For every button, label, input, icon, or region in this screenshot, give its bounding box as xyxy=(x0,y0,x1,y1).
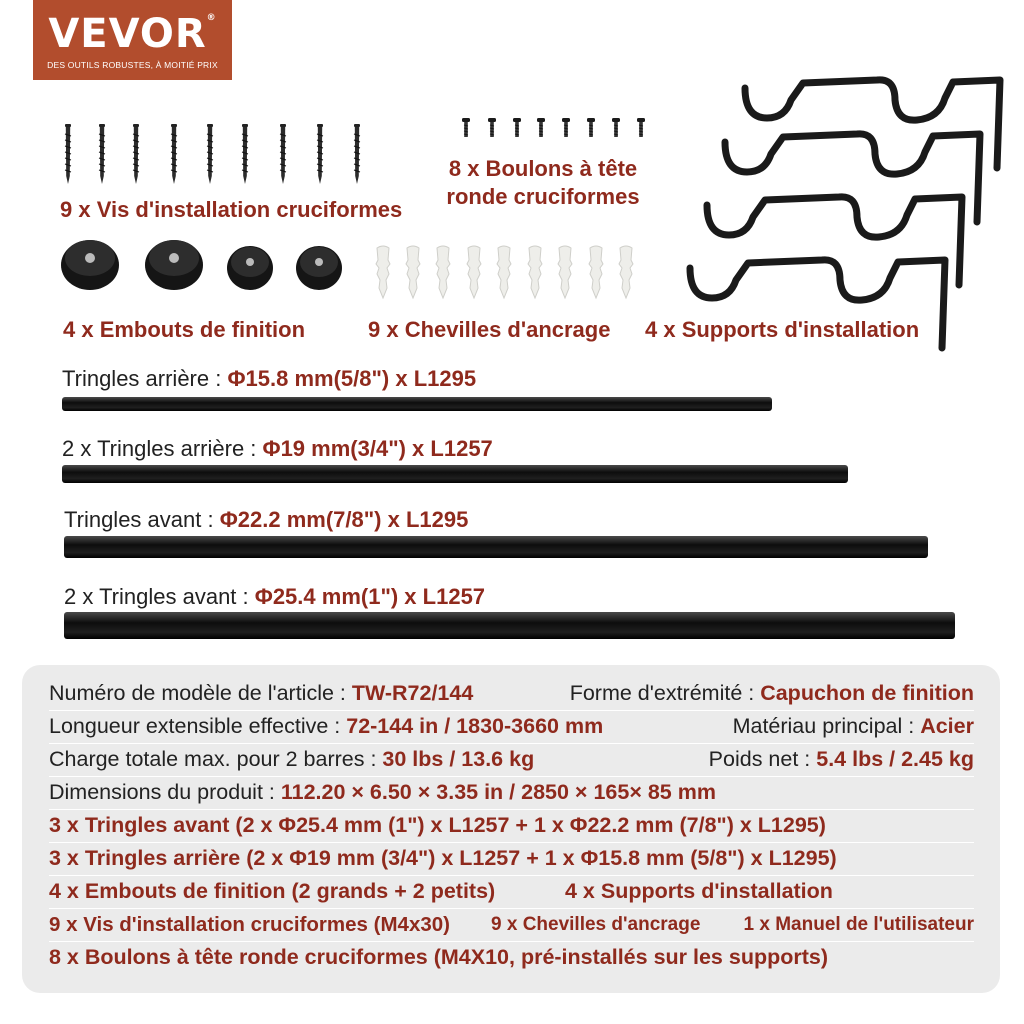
spec-panel xyxy=(22,665,1000,993)
screws-art xyxy=(65,124,360,184)
spec-row-dims: Dimensions du produit : 112.20 × 6.50 × 3.35 in / 2850 × 165× 85 mm xyxy=(49,776,974,810)
spec-row-back-rods: 3 x Tringles arrière (2 x Φ19 mm (3/4") x L1257 + 1 x Φ15.8 mm (5/8") x L1295) xyxy=(49,842,974,876)
spec-row-length: Longueur extensible effective : 72-144 in / 1830-3660 mm Matériau principal : Acier xyxy=(49,710,974,744)
bolts-art xyxy=(462,118,645,137)
rod-label-3: Tringles avant : Φ22.2 mm(7/8") x L1295 xyxy=(64,507,469,532)
rod-label-4: 2 x Tringles avant : Φ25.4 mm(1") x L1257 xyxy=(64,584,486,609)
end-caps-label: 4 x Embouts de finition xyxy=(63,317,306,342)
end-caps-art xyxy=(61,240,342,290)
spec-row-bolts: 8 x Boulons à tête ronde cruciformes (M4X10, pré-installés sur les supports) xyxy=(49,945,828,969)
logo-brand: VEVOR® xyxy=(48,11,217,57)
logo-tagline: DES OUTILS ROBUSTES, À MOITIÉ PRIX xyxy=(47,60,218,70)
anchors-art xyxy=(376,246,633,298)
front-rod-small xyxy=(64,536,928,558)
back-rod-large xyxy=(62,465,848,483)
bolts-label: 8 x Boulons à tête ronde cruciformes xyxy=(446,156,640,209)
rod-label-2: 2 x Tringles arrière : Φ19 mm(3/4") x L1257 xyxy=(62,436,493,461)
anchors-label: 9 x Chevilles d'ancrage xyxy=(368,317,611,342)
front-rod-large xyxy=(64,612,955,639)
back-rod-small xyxy=(62,397,772,411)
spec-row-caps: 4 x Embouts de finition (2 grands + 2 petits) 4 x Supports d'installation xyxy=(49,875,974,909)
rod-label-1: Tringles arrière : Φ15.8 mm(5/8") x L1295 xyxy=(62,366,477,391)
brackets-art xyxy=(690,80,1000,348)
spec-row-model: Numéro de modèle de l'article : TW-R72/144 Forme d'extrémité : Capuchon de finition xyxy=(49,677,974,711)
spec-row-screws: 9 x Vis d'installation cruciformes (M4x30) 9 x Chevilles d'ancrage 1 x Manuel de l'utilisateur xyxy=(49,908,974,942)
spec-row-load: Charge totale max. pour 2 barres : 30 lbs / 13.6 kg Poids net : 5.4 lbs / 2.45 kg xyxy=(49,743,974,777)
screws-label: 9 x Vis d'installation cruciformes xyxy=(60,197,403,222)
spec-row-front-rods: 3 x Tringles avant (2 x Φ25.4 mm (1") x L1257 + 1 x Φ22.2 mm (7/8") x L1295) xyxy=(49,809,974,843)
brackets-label: 4 x Supports d'installation xyxy=(645,317,920,342)
